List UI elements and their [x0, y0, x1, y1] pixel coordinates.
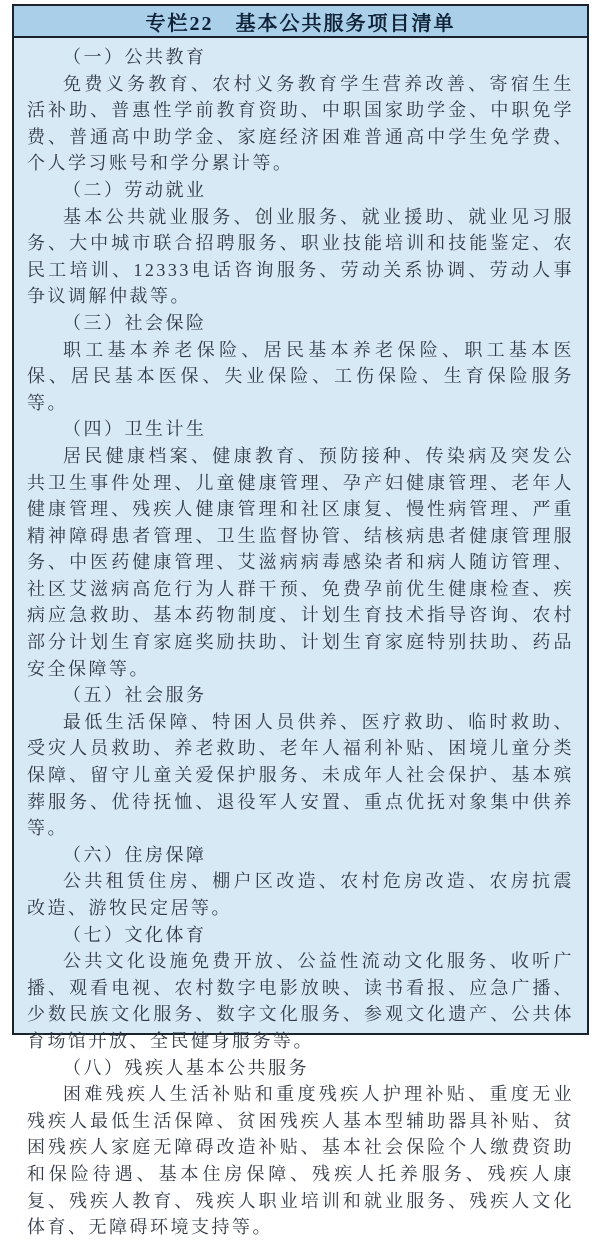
section-paragraph-social-services: 最低生活保障、特困人员供养、医疗救助、临时救助、受灾人员救助、养老救助、老年人福利补贴、困境儿童分类保障、留守儿童关爱保护服务、未成年人社会保护、基本殡葬服务、优待抚恤、退役军人安置、重点优抚对象集中供养等。: [27, 711, 574, 839]
section-heading-social-services: （五）社会服务: [63, 685, 207, 706]
section-heading-labor-employment: （二）劳动就业: [63, 179, 207, 200]
panel-body: [14, 38, 587, 1245]
panel-title: 专栏22 基本公共服务项目清单: [145, 12, 456, 35]
section-paragraph-public-education: 免费义务教育、农村义务教育学生营养改善、寄宿生生活补助、普惠性学前教育资助、中职国家助学金、中职免学费、普通高中助学金、家庭经济困难普通高中学生免学费、个人学习账号和学分累计等。: [27, 73, 574, 174]
section-heading-culture-sports: （七）文化体育: [63, 924, 207, 945]
section-paragraph-culture-sports: 公共文化设施免费开放、公益性流动文化服务、收听广播、观看电视、农村数字电影放映、读书看报、应急广播、少数民族文化服务、数字文化服务、参观文化遗产、公共体育场馆开放、全民健身服务等。: [27, 951, 574, 1051]
section-paragraph-social-insurance: 职工基本养老保险、居民基本养老保险、职工基本医保、居民基本医保、失业保险、工伤保险、生育保险服务等。: [27, 339, 574, 413]
section-heading-social-insurance: （三）社会保险: [63, 312, 207, 333]
section-paragraph-housing-security: 公共租赁住房、棚户区改造、农村危房改造、农房抗震改造、游牧民定居等。: [27, 871, 574, 918]
panel-title-bar: [14, 6, 587, 38]
section-heading-public-education: （一）公共教育: [63, 47, 207, 67]
section-paragraph-disabled-services: 困难残疾人生活补贴和重度残疾人护理补贴、重度无业残疾人最低生活保障、贫困残疾人基本型辅助器具补贴、贫困残疾人家庭无障碍改造补贴、基本社会保险个人缴费资助和保险待遇、基本住房保障、残疾人托养服务、残疾人康复、残疾人教育、残疾人职业培训和就业服务、残疾人文化体育、无障碍环境支持等。: [27, 1084, 574, 1238]
section-paragraph-health-family-planning: 居民健康档案、健康教育、预防接种、传染病及突发公共卫生事件处理、儿童健康管理、孕产妇健康管理、老年人健康管理、残疾人健康管理和社区康复、慢性病管理、严重精神障碍患者管理、卫生监督协管、结核病患者健康管理服务、中医药健康管理、艾滋病病毒感染者和病人随访管理、社区艾滋病高危行为人群干预、免费孕前优生健康检查、疾病应急救助、基本药物制度、计划生育技术指导咨询、农村部分计划生育家庭奖励扶助、计划生育家庭特别扶助、药品安全保障等。: [27, 445, 574, 679]
section-heading-health-family-planning: （四）卫生计生: [63, 419, 207, 440]
section-paragraph-labor-employment: 基本公共就业服务、创业服务、就业援助、就业见习服务、大中城市联合招聘服务、职业技能培训和技能鉴定、农民工培训、12333电话咨询服务、劳动关系协调、劳动人事争议调解仲裁等。: [27, 206, 574, 307]
section-heading-disabled-services: （八）残疾人基本公共服务: [63, 1057, 309, 1078]
section-heading-housing-security: （六）住房保障: [63, 844, 207, 865]
basic-public-services-panel: [12, 4, 589, 1238]
